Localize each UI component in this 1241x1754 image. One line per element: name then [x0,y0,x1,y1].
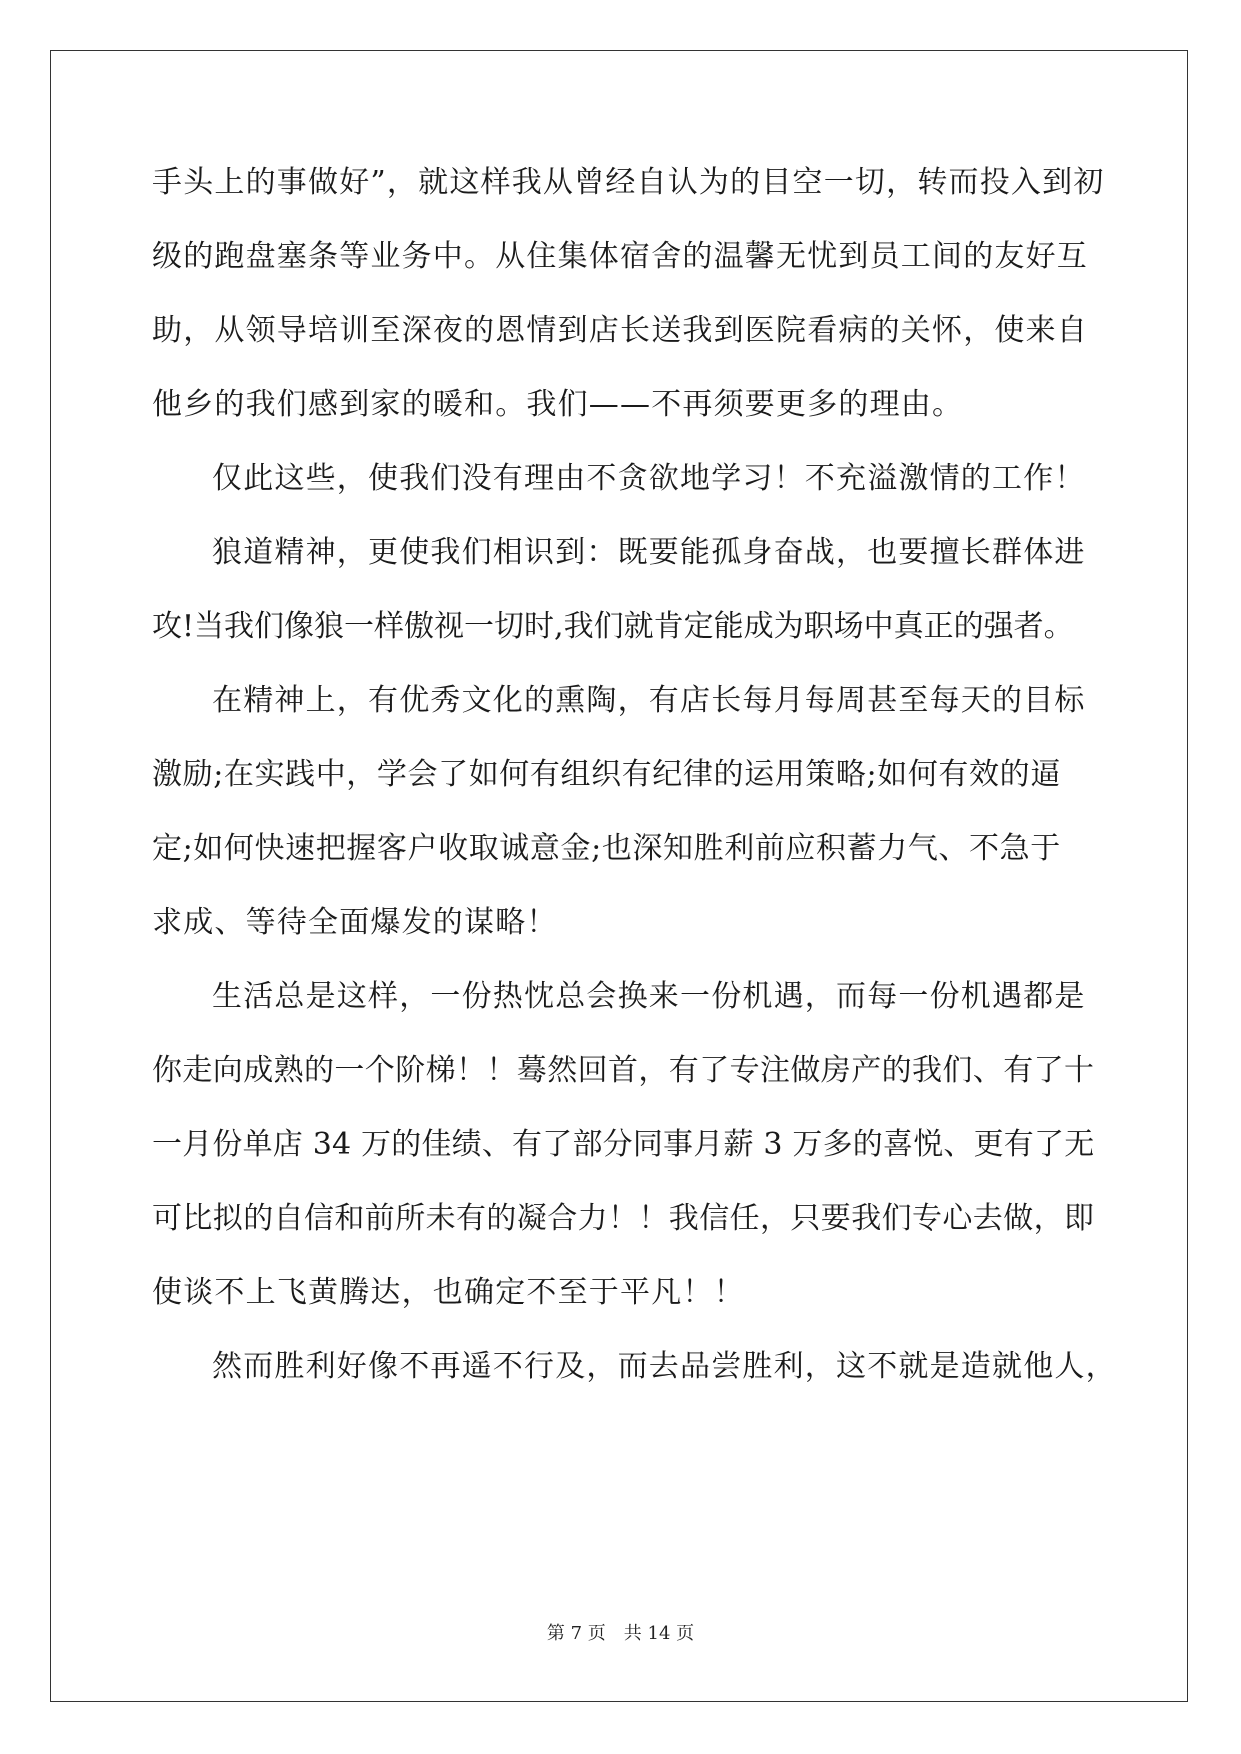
text-line: 一月份单店 34 万的佳绩、有了部分同事月薪 3 万多的喜悦、更有了无 [152,1127,1095,1162]
text-line: 定;如何快速把握客户收取诚意金;也深知胜利前应积蓄力气、不急于 [152,831,1061,866]
text-line: 使谈不上飞黄腾达，也确定不至于平凡！！ [152,1275,745,1310]
text-line: 他乡的我们感到家的暖和。我们——不再须要更多的理由。 [152,387,964,422]
page-border [50,50,1188,1702]
paragraph-start-line: 生活总是这样，一份热忱总会换来一份机遇，而每一份机遇都是 [212,979,1086,1014]
paragraph-start-line: 仅此这些，使我们没有理由不贪欲地学习！不充溢激情的工作！ [212,461,1086,496]
text-line: 助，从领导培训至深夜的恩情到店长送我到医院看病的关怀，使来自 [152,313,1088,348]
text-line: 你走向成熟的一个阶梯！！蓦然回首，有了专注做房产的我们、有了十 [152,1053,1095,1088]
paragraph-start-line: 狼道精神，更使我们相识到：既要能孤身奋战，也要擅长群体进 [212,535,1086,570]
text-line: 求成、等待全面爆发的谋略！ [152,905,558,940]
text-line: 级的跑盘塞条等业务中。从住集体宿舍的温馨无忧到员工间的友好互 [152,239,1088,274]
text-line: 可比拟的自信和前所未有的凝合力！！我信任，只要我们专心去做，即 [152,1201,1095,1236]
page-footer: 第 7 页 共 14 页 [546,1623,695,1644]
paragraph-start-line: 在精神上，有优秀文化的熏陶，有店长每月每周甚至每天的目标 [212,683,1086,718]
text-line: 攻!当我们像狼一样傲视一切时,我们就肯定能成为职场中真正的强者。 [152,609,1074,644]
text-line: 激励;在实践中，学会了如何有组织有纪律的运用策略;如何有效的逼 [152,757,1061,792]
text-line: 手头上的事做好”，就这样我从曾经自认为的目空一切，转而投入到初 [152,165,1105,200]
paragraph-start-line: 然而胜利好像不再遥不行及，而去品尝胜利，这不就是造就他人， [212,1349,1117,1384]
